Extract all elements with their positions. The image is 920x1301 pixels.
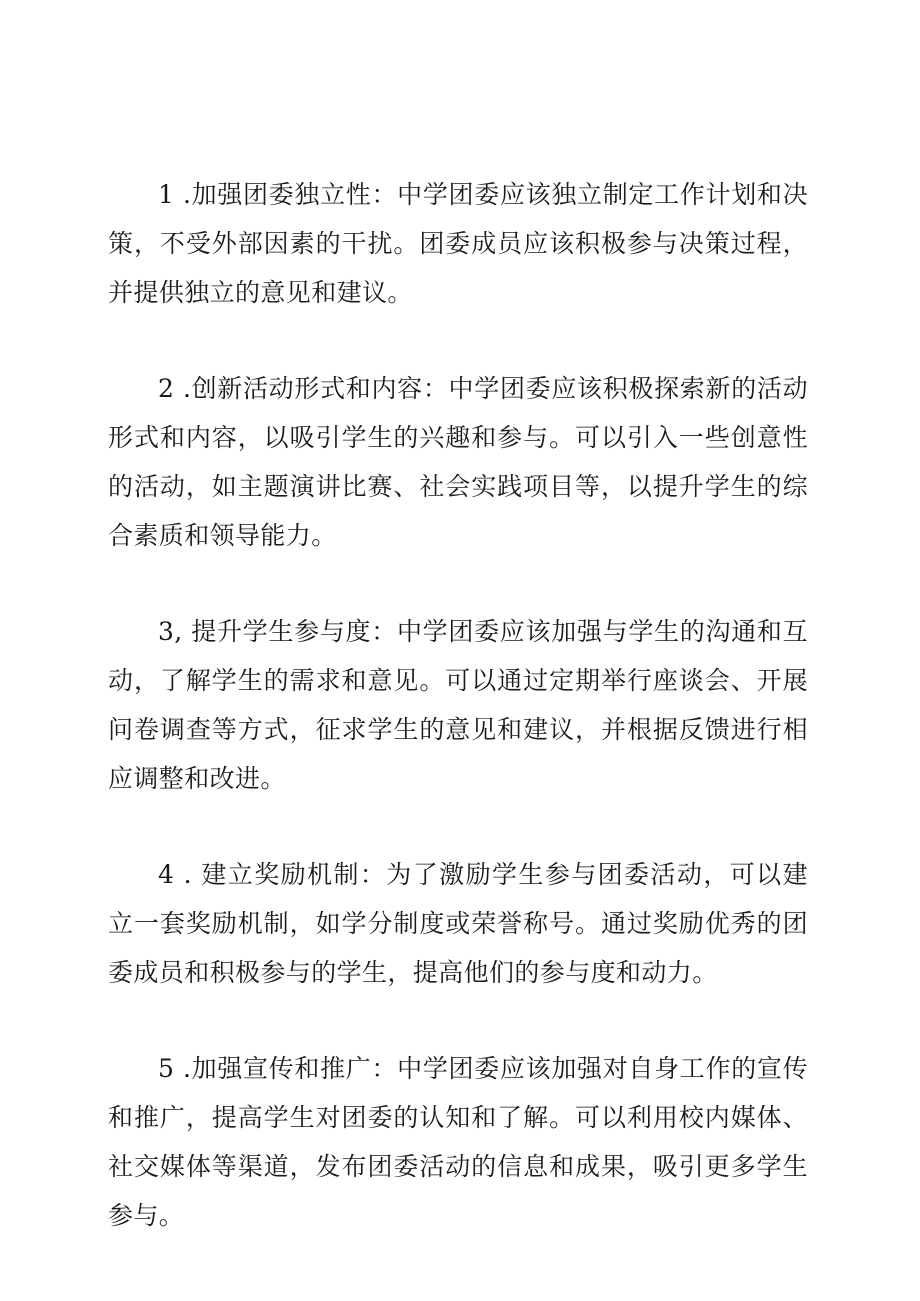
paragraph-5: 5 .加强宣传和推广：中学团委应该加强对自身工作的宣传和推广，提高学生对团委的认知和了解。可以利用校内媒体、社交媒体等渠道，发布团委活动的信息和成果，吸引更多学生参与。	[108, 1054, 808, 1230]
paragraph-4: 4 . 建立奖励机制：为了激励学生参与团委活动，可以建立一套奖励机制，如学分制度或荣誉称号。通过奖励优秀的团委成员和积极参与的学生，提高他们的参与度和动力。	[108, 860, 808, 987]
paragraph-2: 2 .创新活动形式和内容：中学团委应该积极探索新的活动形式和内容，以吸引学生的兴趣和参与。可以引入一些创意性的活动，如主题演讲比赛、社会实践项目等，以提升学生的综合素质和领导能力。	[108, 374, 808, 550]
document-body	[108, 170, 808, 1287]
paragraph-3: 3, 提升学生参与度：中学团委应该加强与学生的沟通和互动，了解学生的需求和意见。可以通过定期举行座谈会、开展问卷调查等方式，征求学生的意见和建议，并根据反馈进行相应调整和改进。	[108, 617, 808, 793]
paragraph-1: 1 .加强团委独立性：中学团委应该独立制定工作计划和决策，不受外部因素的干扰。团委成员应该积极参与决策过程，并提供独立的意见和建议。	[108, 180, 808, 307]
